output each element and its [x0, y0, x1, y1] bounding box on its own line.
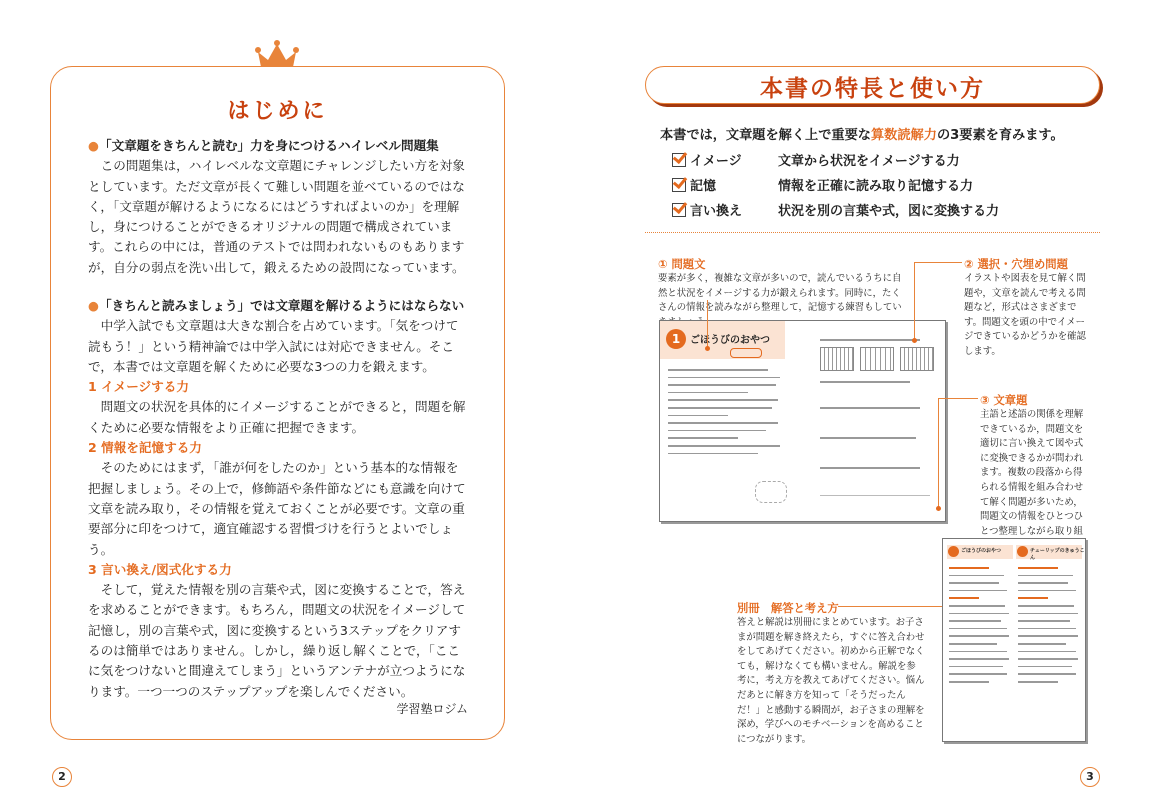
- checkbox-icon: [672, 203, 686, 217]
- point-body: そして，覚えた情報を別の言葉や式，図に変換することで，答えを求めることができます。もちろん，問題文の状況をイメージして記憶し，別の言葉や式，図に変換するという3ステップをクリアするのは簡単ではありません。しかし，繰り返し解くことで，「ここに気をつけないと間違えてしまう」というアンテナが立つようになります。一つ一つのステップアップを楽しんでください。: [88, 582, 466, 699]
- worksheet-badge: [730, 348, 762, 358]
- checkbox-icon: [672, 153, 686, 167]
- page-number: 2: [52, 767, 72, 787]
- answer-title-1: ごほうびのおやつ: [961, 548, 1002, 554]
- bullet-icon: ●: [88, 298, 99, 313]
- intro-sentence: 本書では，文章題を解く上で重要な算数読解力の3要素を育みます。: [660, 128, 1064, 143]
- point-body: 問題文の状況を具体的にイメージすることができると，問題を解くために必要な情報をより正確に把握できます。: [88, 399, 466, 435]
- checkbox-icon: [672, 178, 686, 192]
- illustration: [755, 481, 787, 503]
- callout-problem-text: ① 問題文 要素が多く，複雑な文章が多いので，読んでいるうちに自然と状況をイメージする力が鍛えられます。同時に，たくさんの情報を読みながら整理して，記憶する練習もしてい: [658, 258, 902, 314]
- point-heading: 1 イメージする力: [88, 379, 189, 395]
- section-heading: 「きちんと読みましょう」では文章題を解けるようにはならない: [99, 298, 465, 313]
- feature-item: イメージ 文章から状況をイメージする力: [672, 150, 960, 169]
- leader-line: [838, 606, 942, 607]
- intro-section-2: [88, 296, 468, 702]
- answer-number-icon: [1017, 546, 1028, 557]
- section-body: 中学入試でも文章題は大きな割合を占めています。「気をつけて読もう！」という精神論では中学入試には対応できません。そこで，本書では文章題を解くために必要な3つの力を鍛えます。: [88, 318, 459, 374]
- point-heading: 2 情報を記憶する力: [88, 440, 202, 456]
- callout-choice-problems: ② 選択・穴埋め問題 イラストや図表を見て解く問題や，文章を読んで考える問題など，形式はさまざまです。問題文を頭の中でイメージできているかどうかを確認します。: [964, 258, 1086, 357]
- section-heading: 「文章題をきちんと読む」力を身につけるハイレベル問題集: [99, 138, 439, 153]
- worksheet-preview: [659, 320, 946, 522]
- divider: [645, 232, 1100, 233]
- intro-section-1: [88, 136, 468, 278]
- feature-item: 記憶 情報を正確に読み取り記憶する力: [672, 175, 973, 194]
- answer-booklet-preview: [942, 538, 1086, 742]
- worksheet-number: 1: [666, 329, 686, 349]
- point-heading: 3 言い換え/図式化する力: [88, 561, 232, 577]
- worksheet-title: ごほうびのおやつ: [690, 335, 770, 346]
- page-number: 3: [1080, 767, 1100, 787]
- answer-title-2: チューリップのきゅうこん: [1030, 548, 1085, 561]
- callout-word-problems: ③ 文章題 主語と述語の関係を理解できているか，問題文を適切に言い換えて図や式に変換できるかが問われます。複数の段落から得られる情報を組み合わせて解く問題が多いため，問題文の情報をひとつひとつ整理しながら取り組: [980, 394, 1084, 537]
- leader-line: [938, 398, 978, 399]
- section-body: この問題集は，ハイレベルな文章題にチャレンジしたい方を対象としています。ただ文章が長くて難しい問題を並べているのではなく，「文章題が解けるようになるにはどうすればよいのか」を理解し，身につけることができるオリジナルの問題で構成されています。これらの中には，普通のテストでは問われないものもありますが，自分の弱点を洗い出して，鍛えるための設問になっています。: [88, 158, 465, 275]
- answer-number-icon: [948, 546, 959, 557]
- leader-line: [707, 300, 708, 348]
- highlight-term: 算数読解力: [871, 128, 937, 143]
- point-body: そのためにはまず，「誰が何をしたのか」という基本的な情報を把握しましょう。その上で，修飾語や条件節などにも意識を向けて文章を読み取り，その情報を覚えておくことが必要です。文章の重要部分に印をつけて，適宜確認する習慣づけを行うとよいでしょう。: [88, 460, 466, 557]
- leader-line: [914, 262, 962, 263]
- feature-item: 言い換え 状況を別の言葉や式，図に変換する力: [672, 200, 999, 219]
- callout-answer-booklet: 別冊 解答と考え方 答えと解説は別冊にまとめています。お子さまが問題を解き終えたら，すぐに答え合わせをしてあげてください。初めから正解でなくても，解けなくても構いません。解説を参考に，考え方を教えてあげてください。悩んだあとに解き方を知って「そうだったんだ！」と感動する瞬間が，お子さまの理解を深め，学びへのモチベーションを高めることにつながります。: [737, 602, 925, 745]
- worksheet-questions: [820, 339, 935, 496]
- signature: 学習塾ロジム: [396, 702, 468, 716]
- bullet-icon: ●: [88, 138, 99, 153]
- page-title: はじめに: [227, 99, 328, 124]
- worksheet-text: [668, 369, 786, 460]
- page-title: 本書の特長と使い方: [760, 76, 985, 102]
